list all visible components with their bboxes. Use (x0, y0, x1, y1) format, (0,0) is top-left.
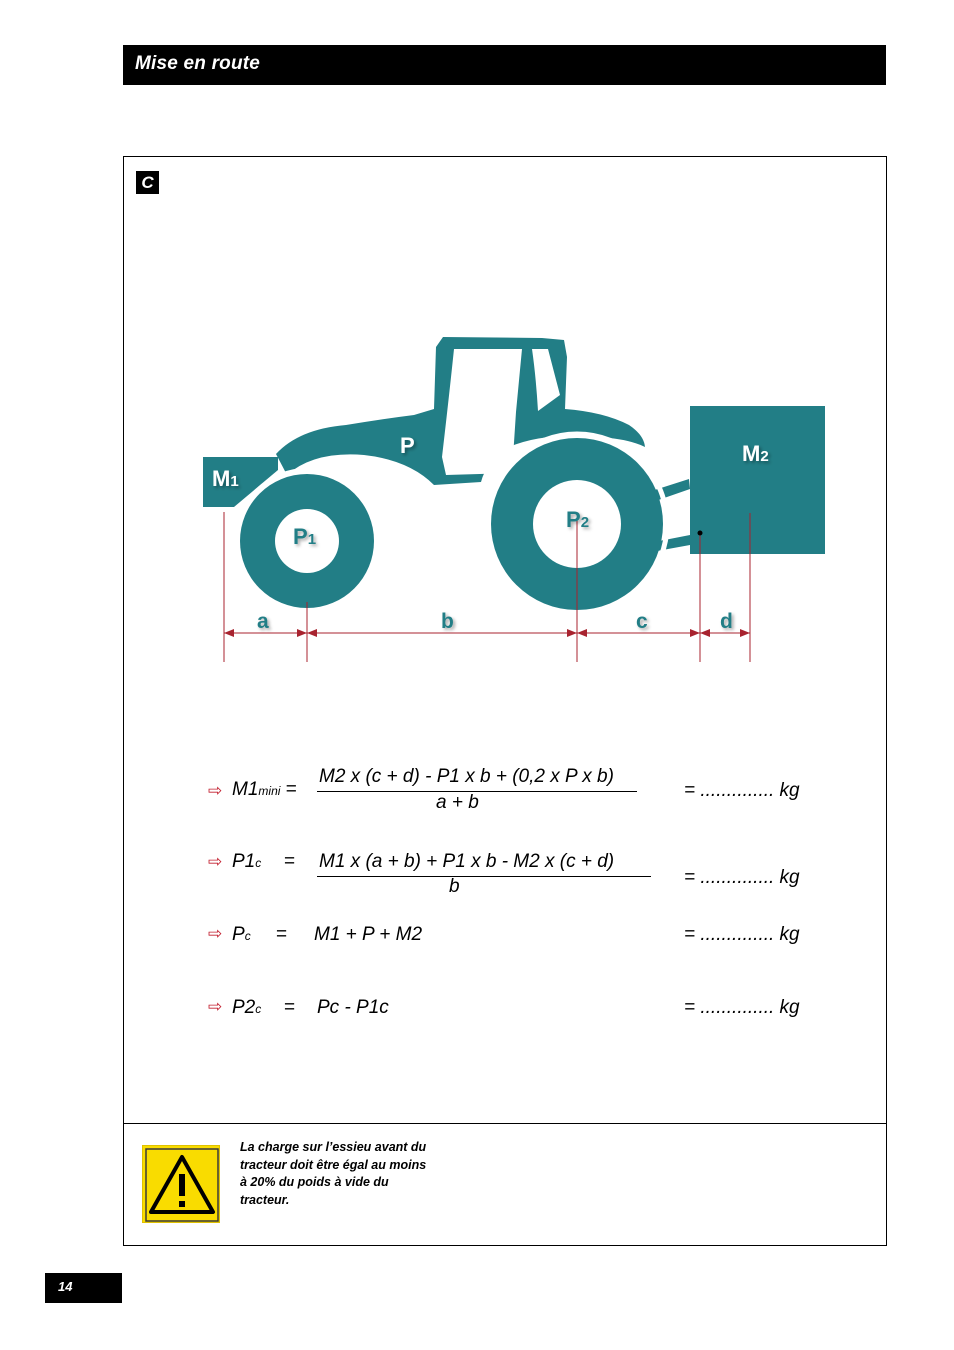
warning-triangle-icon (142, 1145, 220, 1223)
formula-3-expression: M1 + P + M2 (314, 924, 423, 945)
arrow-icon: ⇨ (208, 997, 223, 1016)
hitch-point (698, 531, 703, 536)
formula-2-numerator: M1 x (a + b) + P1 x b - M2 x (c + d) (319, 851, 615, 872)
section-letter-badge: C (136, 171, 159, 194)
formula-3-result: = .............. kg (684, 924, 800, 945)
label-c: c (636, 610, 648, 633)
label-p1: P1 (293, 524, 317, 549)
formula-2-fraction-bar (317, 876, 651, 877)
formula-4-expression: Pc - P1c (317, 997, 389, 1018)
formula-4-lhs: P2c (232, 997, 262, 1018)
warning-text: La charge sur l’essieu avant du tracteur doit être égal au moins à 20% du poids à vide du tracteur. (240, 1140, 427, 1207)
section-frame (123, 156, 887, 1246)
frame-divider (124, 1123, 886, 1124)
label-m2: M2 (742, 441, 769, 466)
page-number: 14 (58, 1279, 73, 1294)
rear-ballast-shape (690, 406, 825, 554)
label-p2: P2 (566, 507, 590, 532)
page-header-title: Mise en route (135, 53, 261, 74)
formula-1-result: = .............. kg (684, 780, 800, 801)
arrow-icon: ⇨ (208, 781, 223, 800)
label-m1: M1 (212, 466, 239, 491)
formula-2-lhs: P1c (232, 851, 262, 872)
formula-3-lhs: Pc (232, 924, 251, 945)
arrow-icon: ⇨ (208, 924, 223, 943)
header-bar (123, 45, 886, 85)
arrow-icon: ⇨ (208, 852, 223, 871)
formula-1-numerator: M2 x (c + d) - P1 x b + (0,2 x P x b) (319, 766, 614, 787)
formula-2-eq: = (284, 851, 296, 872)
label-d: d (720, 610, 733, 633)
formula-4-eq: = (284, 997, 296, 1018)
formula-1-denominator: a + b (436, 792, 479, 813)
formula-2-result: = .............. kg (684, 867, 800, 888)
page-number-badge (45, 1273, 122, 1303)
cab-window-cutout (442, 349, 522, 475)
formula-2-denominator: b (449, 876, 460, 897)
tractor-weight-diagram (124, 157, 888, 717)
formula-3-eq: = (276, 924, 288, 945)
label-b: b (441, 610, 454, 633)
label-a: a (257, 610, 269, 633)
formula-1-lhs: M1mini = (232, 779, 297, 800)
label-p: P (400, 433, 415, 458)
formula-4-result: = .............. kg (684, 997, 800, 1018)
